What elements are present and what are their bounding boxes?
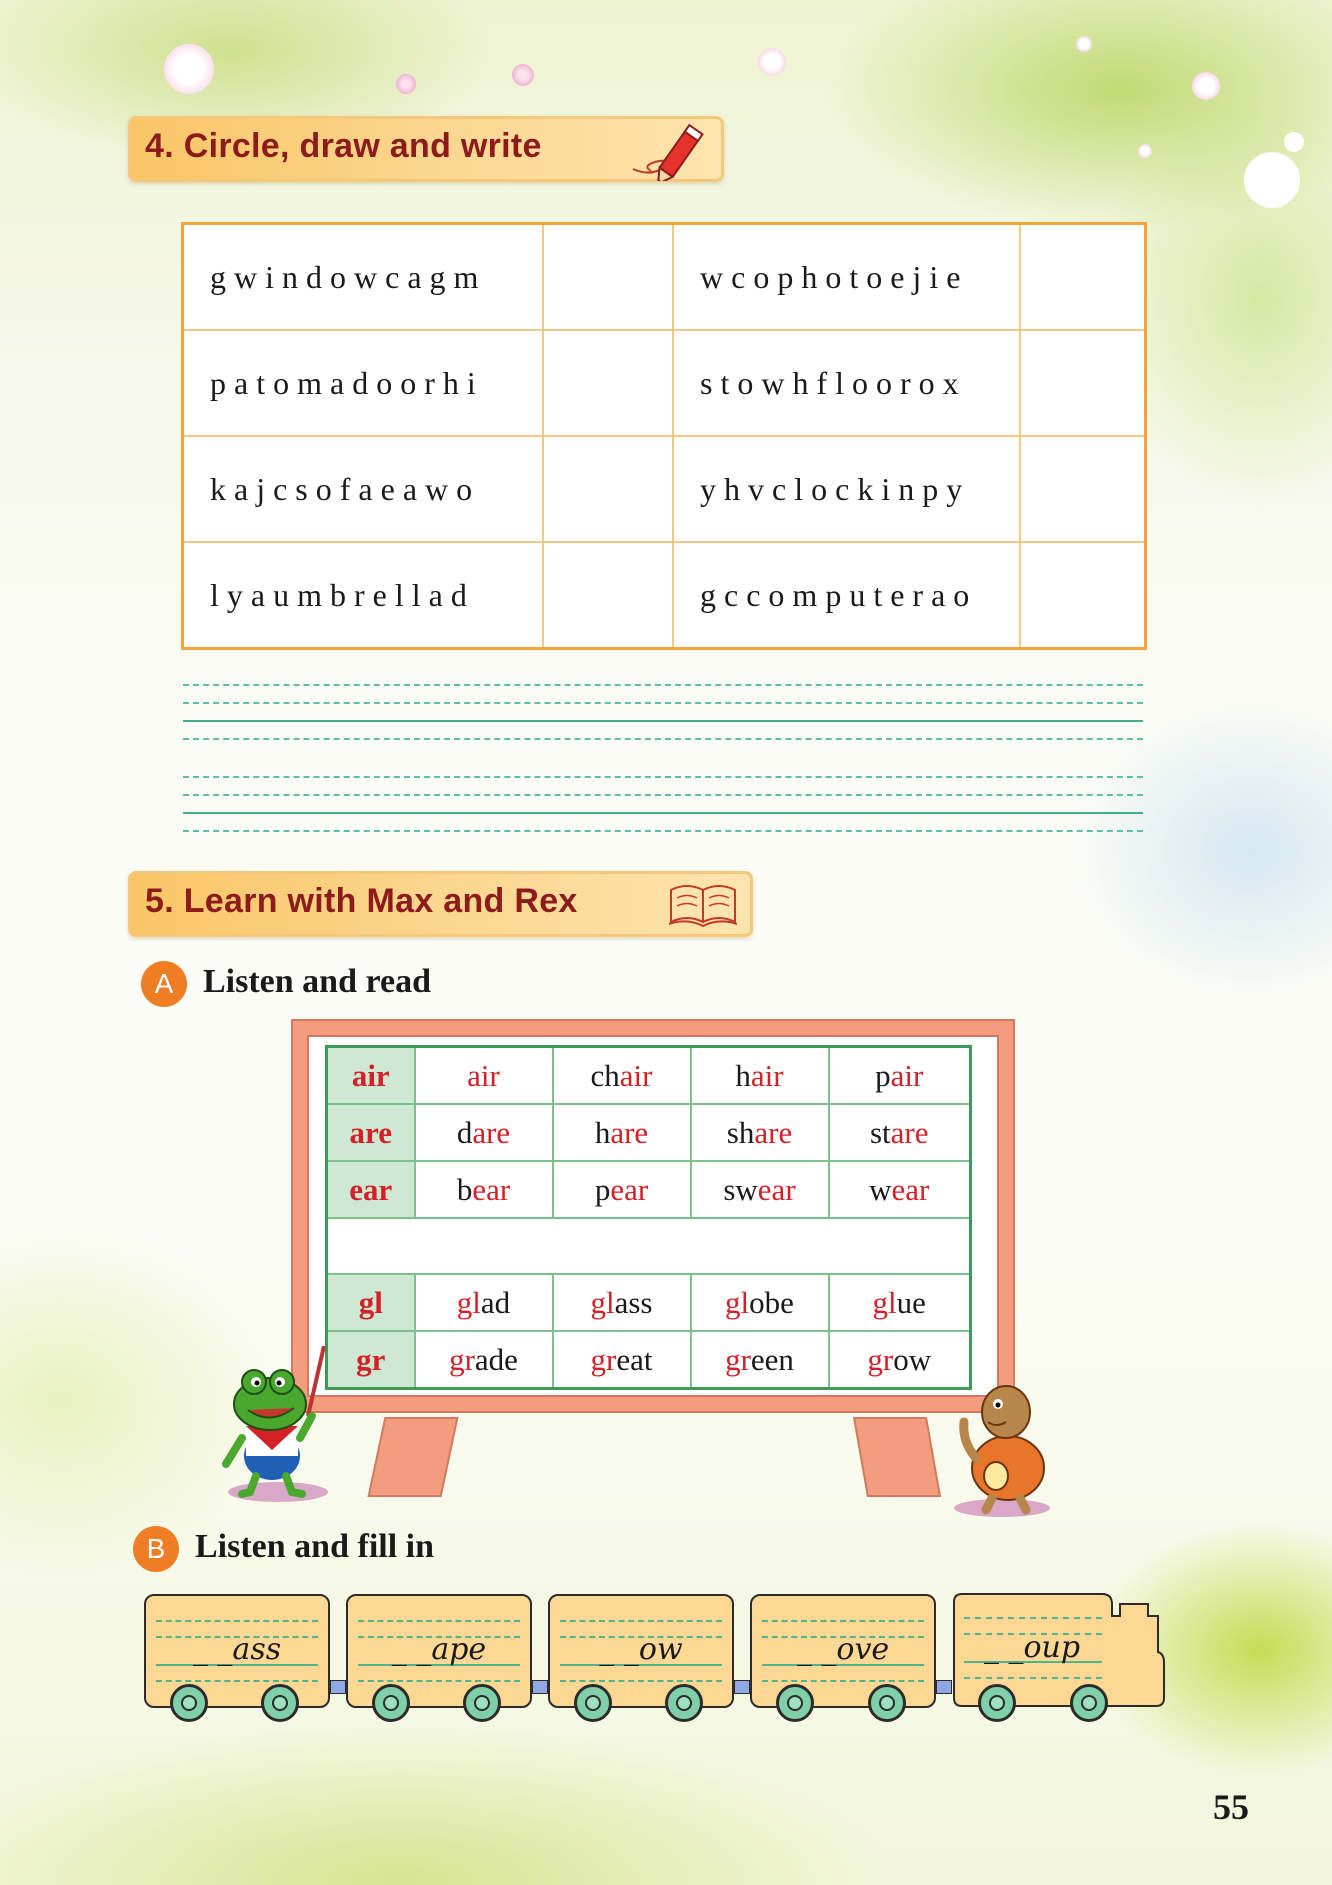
phonics-word bbox=[691, 1161, 829, 1218]
page-number: 55 bbox=[1213, 1787, 1249, 1827]
train-wheel bbox=[372, 1684, 410, 1722]
section-4-title bbox=[145, 127, 542, 166]
phonics-word bbox=[829, 1331, 971, 1389]
part-b-instruction: Listen and fill in bbox=[195, 1528, 435, 1565]
word-prefix: p bbox=[875, 1057, 891, 1093]
word-search-table bbox=[181, 222, 1147, 650]
drawing-cell[interactable] bbox=[1020, 542, 1145, 649]
word-prefix: h bbox=[735, 1057, 751, 1093]
section-4-number: 4. bbox=[145, 127, 174, 165]
phonics-word bbox=[829, 1161, 971, 1218]
phonics-word bbox=[829, 1047, 971, 1105]
phonics-word bbox=[691, 1047, 829, 1105]
phonics-pattern: ear bbox=[327, 1161, 415, 1218]
word-suffix: obe bbox=[749, 1284, 794, 1320]
writing-line-group[interactable] bbox=[183, 684, 1143, 756]
phonics-word bbox=[415, 1047, 553, 1105]
word-highlight: ear bbox=[610, 1171, 649, 1207]
word-search-row bbox=[183, 542, 1146, 649]
phonics-row bbox=[327, 1047, 971, 1105]
train-coupler bbox=[734, 1680, 750, 1694]
train-coupler bbox=[532, 1680, 548, 1694]
train-wheel bbox=[463, 1684, 501, 1722]
section-5-title bbox=[145, 882, 578, 921]
phonics-pattern: are bbox=[327, 1104, 415, 1161]
phonics-word bbox=[553, 1274, 691, 1331]
phonics-pattern: air bbox=[327, 1047, 415, 1105]
word-highlight: are bbox=[754, 1114, 793, 1150]
word-suffix: ade bbox=[474, 1341, 518, 1377]
part-a-badge: A bbox=[141, 961, 187, 1007]
word-prefix: h bbox=[594, 1114, 611, 1150]
fill-in-blank[interactable]: _ _ove bbox=[796, 1632, 890, 1667]
section-4-heading bbox=[128, 116, 724, 182]
word-prefix: p bbox=[594, 1171, 611, 1207]
train-car[interactable] bbox=[548, 1594, 734, 1708]
train-car[interactable] bbox=[346, 1594, 532, 1708]
letter-grid-cell: wcophotoejie bbox=[673, 224, 1020, 331]
word-prefix: st bbox=[869, 1114, 891, 1150]
phonics-word bbox=[829, 1274, 971, 1331]
word-prefix: b bbox=[456, 1171, 473, 1207]
phonics-word bbox=[553, 1331, 691, 1389]
phonics-word bbox=[691, 1104, 829, 1161]
dinosaur-character bbox=[950, 1382, 1060, 1518]
decorative-bubble bbox=[758, 48, 786, 76]
phonics-pattern: gr bbox=[327, 1331, 415, 1389]
word-highlight: air bbox=[467, 1057, 500, 1093]
part-a-instruction: Listen and read bbox=[203, 963, 431, 1000]
phonics-word bbox=[415, 1274, 553, 1331]
section-5-number: 5. bbox=[145, 882, 174, 920]
drawing-cell[interactable] bbox=[543, 436, 673, 542]
word-suffix: ue bbox=[896, 1284, 926, 1320]
phonics-word bbox=[691, 1274, 829, 1331]
letter-grid-cell: kajcsofaeawo bbox=[183, 436, 543, 542]
section-5-title-text: Learn with Max and Rex bbox=[183, 882, 578, 920]
phonics-word bbox=[553, 1047, 691, 1105]
fill-in-blank[interactable]: _ _oup bbox=[983, 1630, 1081, 1665]
word-prefix: ch bbox=[590, 1057, 620, 1093]
train-coupler bbox=[936, 1680, 952, 1694]
decorative-bubble bbox=[1244, 152, 1300, 208]
writing-line-group[interactable] bbox=[183, 776, 1143, 848]
word-highlight: air bbox=[890, 1057, 924, 1093]
word-highlight: ear bbox=[472, 1171, 511, 1207]
word-prefix: w bbox=[869, 1171, 892, 1207]
letter-grid-cell: yhvclockinpy bbox=[673, 436, 1020, 542]
drawing-cell[interactable] bbox=[543, 224, 673, 331]
phonics-word bbox=[691, 1331, 829, 1389]
decorative-bubble bbox=[1192, 72, 1220, 100]
phonics-word bbox=[553, 1104, 691, 1161]
word-prefix: sh bbox=[726, 1114, 755, 1150]
word-highlight: air bbox=[619, 1057, 653, 1093]
book-icon bbox=[665, 878, 741, 930]
phonics-separator-row bbox=[327, 1218, 971, 1274]
train-wheel bbox=[978, 1684, 1016, 1722]
word-suffix: ad bbox=[480, 1284, 511, 1320]
word-highlight: gl bbox=[590, 1284, 615, 1320]
word-highlight: are bbox=[890, 1114, 929, 1150]
train-wheel bbox=[170, 1684, 208, 1722]
frog-character bbox=[212, 1346, 342, 1506]
phonics-word bbox=[415, 1104, 553, 1161]
board-leg bbox=[367, 1417, 458, 1497]
phonics-row bbox=[327, 1104, 971, 1161]
fill-in-blank[interactable]: _ _ass bbox=[192, 1632, 282, 1667]
word-prefix: sw bbox=[723, 1171, 758, 1207]
train-car[interactable] bbox=[144, 1594, 330, 1708]
word-highlight: gr bbox=[449, 1341, 475, 1377]
fill-in-blank[interactable]: _ _ow bbox=[599, 1632, 683, 1667]
fill-in-blank[interactable]: _ _ape bbox=[391, 1632, 487, 1667]
word-prefix: d bbox=[456, 1114, 473, 1150]
decorative-bubble bbox=[1284, 132, 1304, 152]
word-search-row bbox=[183, 436, 1146, 542]
drawing-cell[interactable] bbox=[543, 542, 673, 649]
phonics-row bbox=[327, 1274, 971, 1331]
word-highlight: gr bbox=[590, 1341, 617, 1377]
phonics-row bbox=[327, 1331, 971, 1389]
section-5-heading bbox=[128, 871, 753, 937]
word-highlight: air bbox=[750, 1057, 784, 1093]
train-coupler bbox=[330, 1680, 346, 1694]
phonics-word bbox=[829, 1104, 971, 1161]
letter-grid-cell: gccomputerao bbox=[673, 542, 1020, 649]
part-b-badge: B bbox=[133, 1526, 179, 1572]
word-highlight: are bbox=[472, 1114, 511, 1150]
decorative-bubble bbox=[164, 44, 214, 94]
word-highlight: ear bbox=[891, 1171, 930, 1207]
train-wheel bbox=[665, 1684, 703, 1722]
letter-grid-cell: stowhfloorox bbox=[673, 330, 1020, 436]
decorative-bubble bbox=[1138, 144, 1152, 158]
board-leg bbox=[853, 1417, 941, 1497]
phonics-word bbox=[553, 1161, 691, 1218]
train-wheel bbox=[868, 1684, 906, 1722]
word-highlight: gr bbox=[725, 1341, 751, 1377]
section-4-title-text: Circle, draw and write bbox=[183, 127, 542, 165]
train-wheel bbox=[261, 1684, 299, 1722]
word-highlight: are bbox=[610, 1114, 649, 1150]
writing-lines[interactable] bbox=[183, 684, 1143, 868]
train-car[interactable] bbox=[750, 1594, 936, 1708]
phonics-word bbox=[415, 1161, 553, 1218]
drawing-cell[interactable] bbox=[1020, 436, 1145, 542]
word-suffix: een bbox=[750, 1341, 794, 1377]
word-highlight: gl bbox=[872, 1284, 897, 1320]
empty-cell bbox=[327, 1218, 971, 1274]
word-highlight: gl bbox=[725, 1284, 750, 1320]
decorative-bubble bbox=[512, 64, 534, 86]
word-suffix: eat bbox=[616, 1341, 653, 1377]
word-highlight: gr bbox=[867, 1341, 894, 1377]
word-suffix: ass bbox=[614, 1284, 653, 1320]
decorative-bubble bbox=[1076, 36, 1092, 52]
phonics-pattern: gl bbox=[327, 1274, 415, 1331]
letter-grid-cell: lyaumbrellad bbox=[183, 542, 543, 649]
drawing-cell[interactable] bbox=[1020, 224, 1145, 331]
phonics-table bbox=[325, 1045, 972, 1390]
train-wheel bbox=[1070, 1684, 1108, 1722]
phonics-word bbox=[415, 1331, 553, 1389]
word-search-row bbox=[183, 224, 1146, 331]
drawing-cell[interactable] bbox=[1020, 330, 1145, 436]
letter-grid-cell: patomadoorhi bbox=[183, 330, 543, 436]
word-search-row bbox=[183, 330, 1146, 436]
decorative-bubble bbox=[396, 74, 416, 94]
phonics-row bbox=[327, 1161, 971, 1218]
letter-grid-cell: gwindowcagm bbox=[183, 224, 543, 331]
train-wheel bbox=[776, 1684, 814, 1722]
word-suffix: ow bbox=[893, 1341, 932, 1377]
word-highlight: ear bbox=[757, 1171, 796, 1207]
train-wheel bbox=[574, 1684, 612, 1722]
pencil-icon bbox=[621, 121, 717, 181]
word-highlight: gl bbox=[456, 1284, 481, 1320]
drawing-cell[interactable] bbox=[543, 330, 673, 436]
